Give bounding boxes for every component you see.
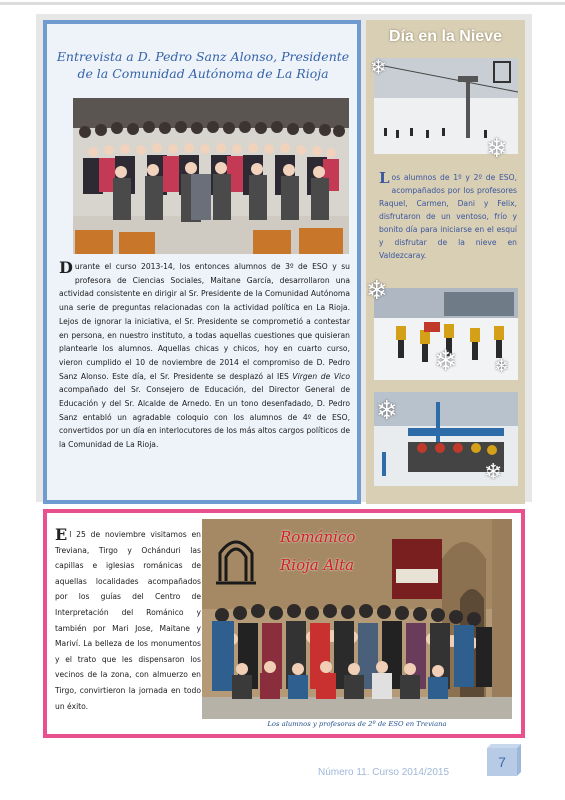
romanico-text <box>55 527 201 714</box>
interview-panel <box>43 20 361 504</box>
snow-day-panel <box>366 20 525 504</box>
snowflake-icon: ❄ <box>486 134 508 164</box>
interview-school-name: Virgen de Vico <box>292 371 350 381</box>
interview-panel-inner <box>47 24 357 500</box>
snowflake-icon: ❄ <box>484 460 503 485</box>
romanico-panel <box>43 509 525 738</box>
interview-photo-illustration <box>73 98 349 254</box>
snowflake-icon: ❄ <box>376 396 398 426</box>
issue-footer: Número 11. Curso 2014/2015 <box>318 767 450 778</box>
snowflake-icon: ❄ <box>434 344 458 377</box>
snowflake-icon: ❄ <box>366 276 388 306</box>
romanico-dropcap: E <box>55 525 68 544</box>
romanico-overlay-title <box>280 523 355 579</box>
interview-body-text: urante el curso 2013-14, los entonces alumnos de 3º de ESO y su profesora de Ciencias Sociales, Maitane García, desarrollaron una actividad consistente en dirigir al Sr. Presidente de la Comunidad Autónoma una serie de preguntas relacionadas con la actividad política en La Rioja. Lejos de ignorar la iniciativa, el Sr. Presidente se comprometió a contestar en persona, en nuestro instituto, a todas aquellas cuestiones que quisieran plantearle los alumnos. Aquellas chicas y chicos, hoy en cuarto curso, vieron cumplido el 10 de noviembre de 2014 el compromiso de D. Pedro Sanz Alonso. Este día, el Sr. Presidente se desplazó al IES <box>59 262 350 381</box>
romanico-overlay-line1: Románico <box>280 528 356 546</box>
interview-body-end: acompañado del Sr. Consejero de Educación, del Director General de Educación y del Sr. Alcalde de Arnedo. En un tono desenfadado, D. Pedro Sanz entabló un agradable coloquio con los alumnos de 4º de ESO, convertidos por un día en interlocutores de los más altos cargos políticos de la Comunidad de La Rioja. <box>59 385 350 450</box>
romanico-caption: Los alumnos y profesoras de 2º de ESO en Treviana <box>267 720 447 728</box>
romanico-overlay-line2: Rioja Alta <box>280 556 355 574</box>
snow-day-title: Día en la Nieve <box>389 28 502 45</box>
top-divider <box>0 2 565 5</box>
romanico-body-text: l 25 de noviembre visitamos en Treviana, Tirgo y Ochánduri las capillas e iglesias románicas de aquellas localidades acompañados por los guías del Centro de Interpretación del Románico y también por Mari Jose, Maitane y Mariví. La belleza de los monumentos y el trato que les dispensaron los vecinos de la zona, con almuerzo en Tirgo, convirtieron la jornada en todo un éxito. <box>55 530 201 711</box>
snowflake-icon: ❄ <box>370 55 387 79</box>
snow-body-text: os alumnos de 1º y 2º de ESO, acompañados por los profesores Raquel, Carmen, Dani y Felix, disfrutaron de un ventoso, frío y bonito día para iniciarse en el esquí y disfrutar de la nieve en Valdezcaray. <box>379 173 517 260</box>
snow-day-text <box>379 171 517 262</box>
romanico-group-photo <box>202 519 512 719</box>
interview-title <box>53 48 353 82</box>
interview-body <box>59 260 350 452</box>
romanico-panel-inner <box>47 513 521 734</box>
interview-title-line2: de la Comunidad Autónoma de La Rioja <box>77 66 329 81</box>
snow-dropcap: L <box>379 169 390 187</box>
interview-group-photo <box>73 98 349 254</box>
romanico-photo-illustration <box>202 519 512 719</box>
interview-title-line1: Entrevista a D. Pedro Sanz Alonso, Presidente <box>56 49 350 64</box>
page-number-box <box>481 744 523 778</box>
page-number: 7 <box>498 754 506 770</box>
interview-dropcap: D <box>59 258 73 277</box>
snowflake-icon: ❄ <box>494 356 510 377</box>
